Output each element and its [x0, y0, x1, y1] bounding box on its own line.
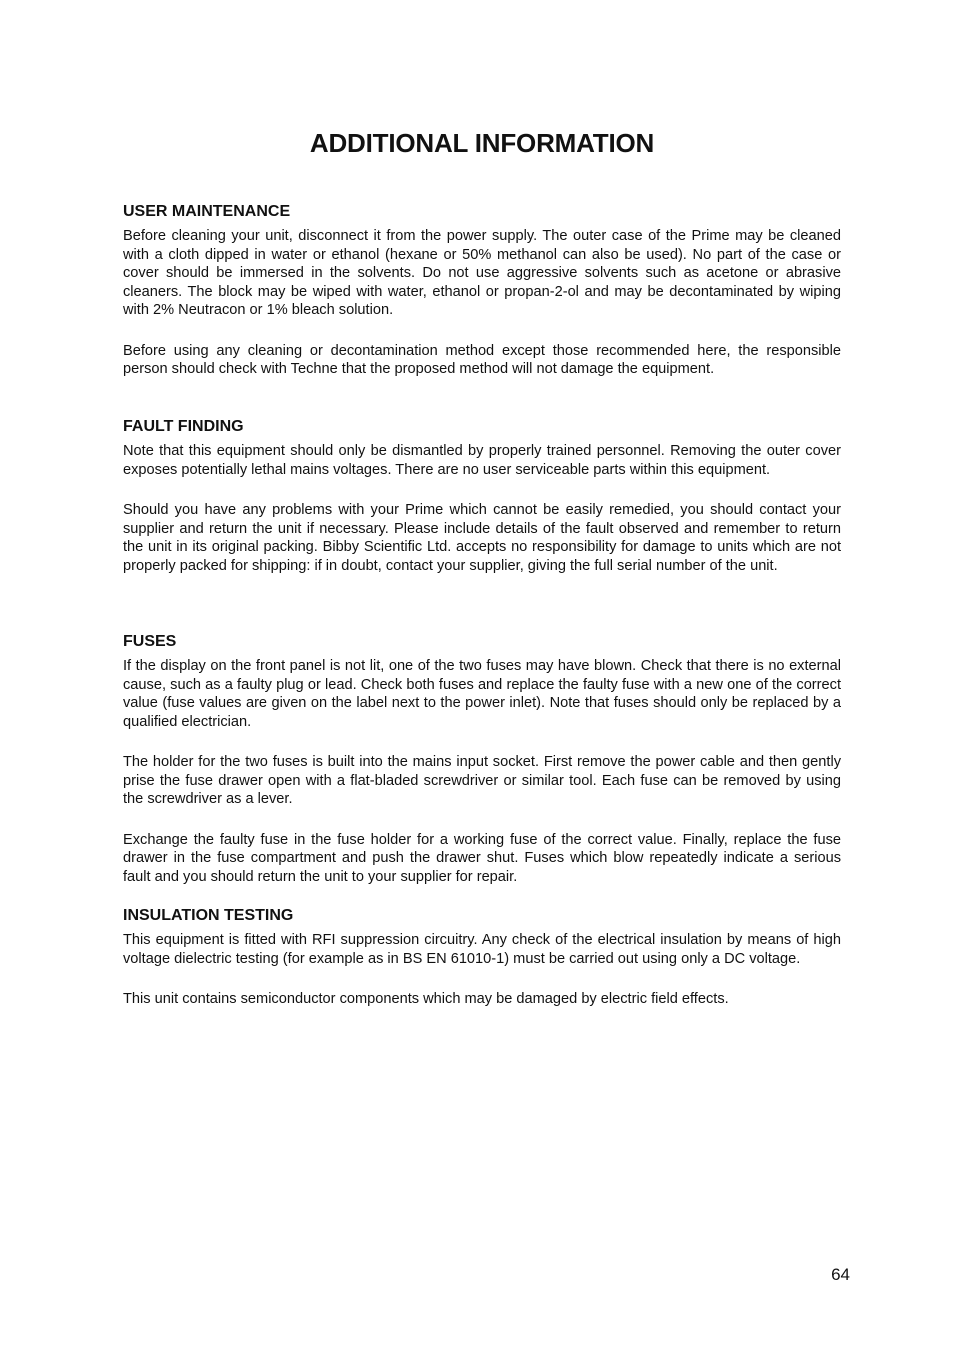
section-fuses: [123, 632, 841, 886]
paragraph: Note that this equipment should only be dismantled by properly trained personnel. Removing the outer cover exposes potentially lethal mains voltages. There are no user serviceable parts within this equipment.: [123, 443, 841, 478]
section-fault-finding: [123, 417, 841, 575]
section-heading: FAULT FINDING: [123, 418, 244, 435]
page-number: 64: [831, 1265, 850, 1284]
paragraph: Should you have any problems with your Prime which cannot be easily remedied, you should contact your supplier and return the unit if necessary. Please include details of the fault observed and remember to return the unit in its original packing. Bibby Scientific Ltd. accepts no responsibility for damage to units which are not properly packed for shipping: if in doubt, contact your supplier, giving the full serial number of the unit.: [123, 502, 841, 574]
section-user-maintenance: [123, 202, 841, 379]
paragraph: Before cleaning your unit, disconnect it from the power supply. The outer case of the Prime may be cleaned with a cloth dipped in water or ethanol (hexane or 50% methanol can also be used). No part of the case or cover should be immersed in the solvents. Do not use aggressive solvents such as acetone or abrasive cleaners. The block may be wiped with water, ethanol or propan-2-ol and may be decontaminated by wiping with 2% Neutracon or 1% bleach solution.: [123, 228, 841, 318]
paragraph: Exchange the faulty fuse in the fuse holder for a working fuse of the correct value. Finally, replace the fuse drawer in the fuse compartment and push the drawer shut. Fuses which blow repeatedly indicate a serious fault and you should return the unit to your supplier for repair.: [123, 831, 841, 885]
paragraph: Before using any cleaning or decontamination method except those recommended here, the responsible person should check with Techne that the proposed method will not damage the equipment.: [123, 342, 841, 377]
section-heading: USER MAINTENANCE: [123, 203, 291, 220]
section-heading: INSULATION TESTING: [123, 907, 294, 924]
paragraph: The holder for the two fuses is built into the mains input socket. First remove the power cable and then gently prise the fuse drawer open with a flat-bladed screwdriver or similar tool. Each fuse can be removed by using the screwdriver as a lever.: [123, 754, 841, 807]
section-insulation-testing: [123, 906, 841, 1009]
paragraph: If the display on the front panel is not lit, one of the two fuses may have blown. Check that there is no external cause, such as a faulty plug or lead. Check both fuses and replace the faulty fuse with a new one of the correct value (fuse values are given on the label next to the power inlet). Note that fuses should only be replaced by a qualified electrician.: [123, 658, 841, 730]
section-heading: FUSES: [123, 633, 177, 650]
page-title: ADDITIONAL INFORMATION: [309, 128, 655, 158]
paragraph: This unit contains semiconductor components which may be damaged by electric field effects.: [123, 991, 729, 1007]
paragraph: This equipment is fitted with RFI suppression circuitry. Any check of the electrical insulation by means of high voltage dielectric testing (for example as in BS EN 61010-1) must be carried out using only a DC voltage.: [123, 932, 841, 967]
